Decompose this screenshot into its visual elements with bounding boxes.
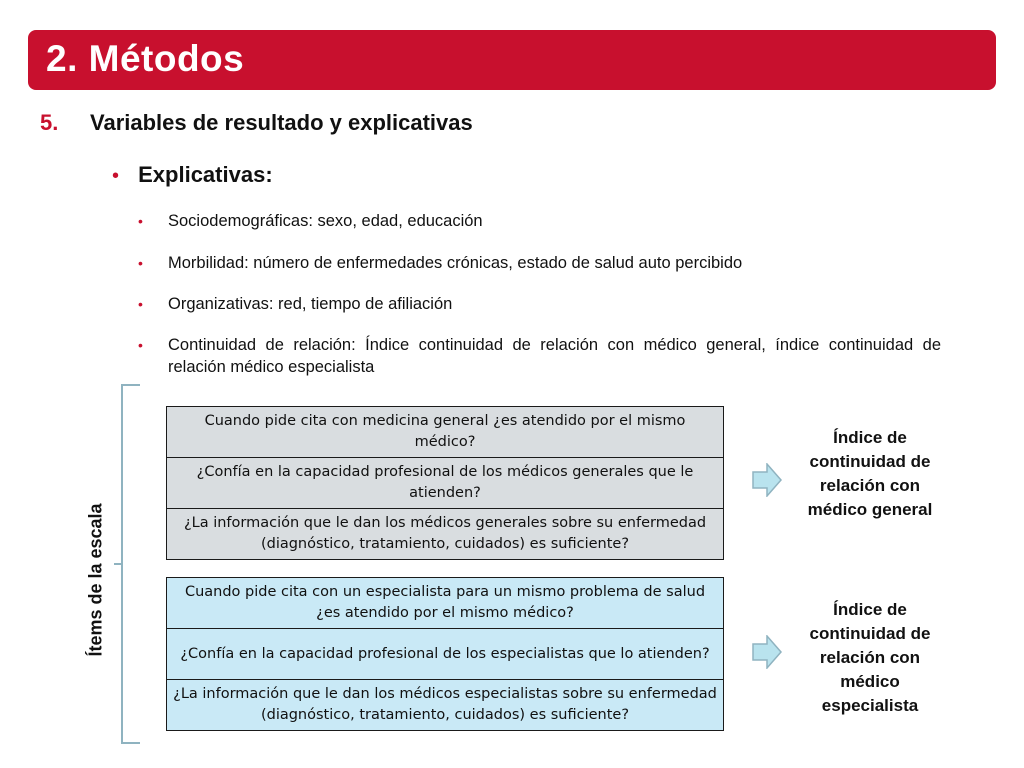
table-row — [167, 458, 724, 509]
general-items-table — [166, 406, 724, 560]
table-row — [167, 578, 724, 629]
table-cell: ¿Confía en la capacidad profesional de los especialistas que lo atienden? — [167, 629, 724, 680]
table-cell: ¿La información que le dan los médicos generales sobre su enfermedad (diagnóstico, tratamiento, cuidados) es suficiente? — [167, 509, 724, 560]
bullet-icon: • — [138, 296, 143, 312]
table-row — [167, 509, 724, 560]
right-arrow-icon — [752, 635, 782, 669]
title-bar — [28, 30, 996, 90]
right-arrow-icon — [752, 463, 782, 497]
list-item-text: Continuidad de relación: Índice continuidad de relación con médico general, índice continuidad de relación médico especialista — [168, 336, 941, 376]
list-item — [138, 252, 941, 274]
list-item-text: Sociodemográficas: sexo, edad, educación — [168, 212, 483, 230]
table-cell: ¿Confía en la capacidad profesional de los médicos generales que le atienden? — [167, 458, 724, 509]
list-item-text: Morbilidad: número de enfermedades crónicas, estado de salud auto percibido — [168, 254, 743, 272]
list-item — [138, 210, 941, 232]
table-cell: Cuando pide cita con un especialista para un mismo problema de salud ¿es atendido por el mismo médico? — [167, 578, 724, 629]
general-index-label: Índice de continuidad de relación con médico general — [807, 428, 933, 519]
table-cell: Cuando pide cita con medicina general ¿es atendido por el mismo médico? — [167, 407, 724, 458]
table-cell: ¿La información que le dan los médicos especialistas sobre su enfermedad (diagnóstico, tratamiento, cuidados) es suficiente? — [167, 680, 724, 731]
specialist-items-table — [166, 577, 724, 731]
bullet-icon: • — [112, 165, 120, 187]
subsection-heading — [112, 162, 273, 188]
list-item-text: Organizativas: red, tiempo de afiliación — [168, 295, 453, 313]
list-item — [138, 334, 941, 378]
bullet-icon: • — [138, 213, 143, 229]
list-item — [138, 293, 941, 315]
bullet-icon: • — [138, 337, 143, 353]
section-heading — [40, 110, 473, 136]
subsection-title: Explicativas: — [138, 162, 273, 187]
bullet-icon: • — [138, 255, 143, 271]
specialist-index-label: Índice de continuidad de relación con médico especialista — [809, 600, 931, 715]
table-row — [167, 680, 724, 731]
section-title: Variables de resultado y explicativas — [90, 110, 473, 135]
table-row — [167, 629, 724, 680]
scale-label: Ítems de la escala — [85, 503, 106, 657]
section-number: 5. — [40, 110, 59, 135]
slide-title: 2. Métodos — [46, 38, 245, 79]
scale-bracket — [112, 383, 142, 745]
table-row — [167, 407, 724, 458]
